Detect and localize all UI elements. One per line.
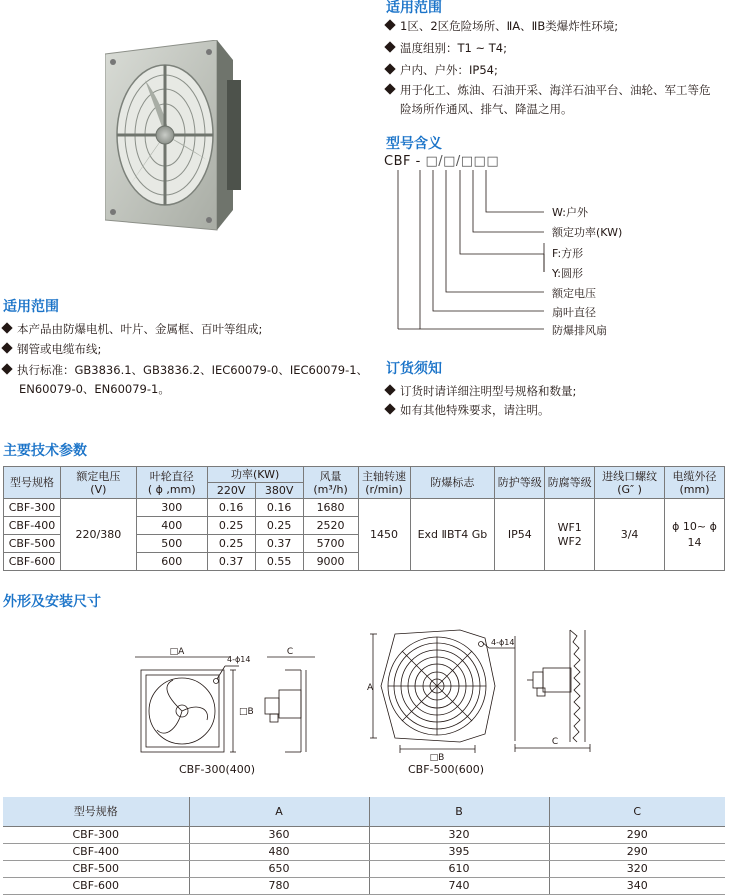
right-scope-item: 温度组别：T1 ~ T4; bbox=[386, 39, 507, 58]
cell-diameter: 400 bbox=[136, 517, 207, 535]
right-scope-item: 户内、户外：IP54; bbox=[386, 61, 498, 80]
diamond-bullet-icon bbox=[1, 363, 12, 374]
dim-label-b2: □B bbox=[429, 753, 445, 761]
right-scope-item: 1区、2区危险场所、ⅡA、ⅡB类爆炸性环境; bbox=[386, 17, 618, 36]
cell-ip: IP54 bbox=[495, 499, 545, 571]
model-code-diagram bbox=[384, 154, 684, 344]
diamond-bullet-icon bbox=[384, 403, 395, 414]
cell-dim-b: 395 bbox=[369, 843, 549, 860]
model-heading: 型号含义 bbox=[386, 136, 442, 152]
table-row bbox=[3, 877, 725, 894]
right-scope-item: 用于化工、炼油、石油开采、海洋石油平台、油轮、军工等危 bbox=[386, 81, 711, 100]
left-scope-item: 本产品由防爆电机、叶片、金属框、百叶等组成; bbox=[3, 320, 262, 339]
th-cable: 电缆外径 (mm) bbox=[665, 467, 725, 499]
table-row bbox=[4, 499, 725, 517]
dim-label-c2: C bbox=[551, 737, 559, 747]
dims-table bbox=[3, 797, 725, 895]
dim-label-hole: 4-ϕ14 bbox=[227, 655, 251, 664]
cell-exmark: Exd ⅡBT4 Gb bbox=[410, 499, 495, 571]
th-corrosion: 防腐等级 bbox=[545, 467, 595, 499]
cell-dim-c: 290 bbox=[549, 843, 725, 860]
cell-dim-a: 480 bbox=[189, 843, 369, 860]
right-scope-heading: 适用范围 bbox=[386, 0, 442, 16]
cell-p380: 0.55 bbox=[255, 553, 303, 571]
cell-dim-model: CBF-400 bbox=[3, 843, 189, 860]
spec-table bbox=[3, 466, 725, 571]
th-speed: 主轴转速 (r/min) bbox=[358, 467, 410, 499]
diamond-bullet-icon bbox=[384, 41, 395, 52]
model-label: 额定功率(KW) bbox=[552, 226, 623, 239]
diamond-bullet-icon bbox=[1, 322, 12, 333]
cell-dim-model: CBF-300 bbox=[3, 826, 189, 843]
left-scope-item: 钢管或电缆布线; bbox=[3, 340, 101, 359]
th-ip: 防护等级 bbox=[495, 467, 545, 499]
drawing-round-fan bbox=[365, 626, 605, 761]
cell-diameter: 300 bbox=[136, 499, 207, 517]
model-label: W:户外 bbox=[552, 206, 588, 219]
caption-2: CBF-500(600) bbox=[408, 763, 485, 776]
th-exmark: 防爆标志 bbox=[410, 467, 495, 499]
order-item: 订货时请详细注明型号规格和数量; bbox=[386, 382, 576, 401]
drawing-square-fan bbox=[135, 640, 345, 760]
cell-airflow: 5700 bbox=[303, 535, 358, 553]
caption-1: CBF-300(400) bbox=[179, 763, 256, 776]
cell-voltage: 220/380 bbox=[60, 499, 136, 571]
diamond-bullet-icon bbox=[1, 342, 12, 353]
cell-dim-a: 780 bbox=[189, 877, 369, 894]
model-label: Y:圆形 bbox=[552, 267, 583, 280]
diamond-bullet-icon bbox=[384, 63, 395, 74]
dims-heading: 外形及安装尺寸 bbox=[3, 594, 101, 610]
cell-dim-model: CBF-500 bbox=[3, 860, 189, 877]
model-label: 额定电压 bbox=[552, 287, 596, 300]
order-heading: 订货须知 bbox=[386, 361, 442, 377]
cell-dim-a: 360 bbox=[189, 826, 369, 843]
left-scope-item-cont: EN60079-0、EN60079-1。 bbox=[19, 382, 170, 396]
cell-model: CBF-500 bbox=[4, 535, 61, 553]
right-scope-item-cont: 险场所作通风、排气、降温之用。 bbox=[400, 102, 573, 116]
th-thread: 进线口螺纹 (G″ ) bbox=[595, 467, 665, 499]
th-p220: 220V bbox=[207, 483, 255, 499]
model-label: 防爆排风扇 bbox=[552, 324, 607, 337]
dim-label-a: □A bbox=[169, 647, 185, 657]
dim-label-a2: A bbox=[367, 683, 374, 693]
th-dim-c: C bbox=[549, 797, 725, 826]
cell-dim-c: 290 bbox=[549, 826, 725, 843]
th-dim-a: A bbox=[189, 797, 369, 826]
th-power: 功率(KW) bbox=[207, 467, 303, 483]
th-p380: 380V bbox=[255, 483, 303, 499]
cell-dim-c: 340 bbox=[549, 877, 725, 894]
cell-p380: 0.37 bbox=[255, 535, 303, 553]
th-voltage: 额定电压 (V) bbox=[60, 467, 136, 499]
cell-model: CBF-600 bbox=[4, 553, 61, 571]
cell-diameter: 500 bbox=[136, 535, 207, 553]
cell-p220: 0.25 bbox=[207, 535, 255, 553]
diamond-bullet-icon bbox=[384, 384, 395, 395]
left-scope-heading: 适用范围 bbox=[3, 299, 59, 315]
cell-diameter: 600 bbox=[136, 553, 207, 571]
dim-label-c: C bbox=[286, 647, 294, 657]
spec-heading: 主要技术参数 bbox=[3, 443, 87, 459]
cell-p220: 0.37 bbox=[207, 553, 255, 571]
dim-label-b: □B bbox=[239, 707, 254, 717]
cell-dim-b: 610 bbox=[369, 860, 549, 877]
dim-label-hole2: 4-ϕ14 bbox=[491, 638, 515, 647]
th-dim-model: 型号规格 bbox=[3, 797, 189, 826]
diamond-bullet-icon bbox=[384, 83, 395, 94]
product-photo bbox=[105, 40, 250, 235]
model-code: CBF - □/□/□□□ bbox=[384, 154, 500, 169]
cell-model: CBF-300 bbox=[4, 499, 61, 517]
th-diameter: 叶轮直径 ( ϕ ,mm) bbox=[136, 467, 207, 499]
order-item: 如有其他特殊要求，请注明。 bbox=[386, 401, 550, 420]
cell-dim-b: 740 bbox=[369, 877, 549, 894]
model-label: F:方形 bbox=[552, 247, 584, 260]
model-leader-lines bbox=[384, 154, 684, 344]
cell-p380: 0.16 bbox=[255, 499, 303, 517]
diamond-bullet-icon bbox=[384, 19, 395, 30]
table-row bbox=[3, 826, 725, 843]
cell-airflow: 1680 bbox=[303, 499, 358, 517]
table-row bbox=[3, 860, 725, 877]
cell-dim-model: CBF-600 bbox=[3, 877, 189, 894]
cell-dim-a: 650 bbox=[189, 860, 369, 877]
cell-model: CBF-400 bbox=[4, 517, 61, 535]
cell-dim-b: 320 bbox=[369, 826, 549, 843]
model-label: 扇叶直径 bbox=[552, 306, 596, 319]
cell-cable: ϕ 10~ ϕ 14 bbox=[665, 499, 725, 571]
cell-thread: 3/4 bbox=[595, 499, 665, 571]
cell-dim-c: 320 bbox=[549, 860, 725, 877]
cell-airflow: 2520 bbox=[303, 517, 358, 535]
cell-p220: 0.16 bbox=[207, 499, 255, 517]
th-dim-b: B bbox=[369, 797, 549, 826]
cell-airflow: 9000 bbox=[303, 553, 358, 571]
cell-p380: 0.25 bbox=[255, 517, 303, 535]
table-row bbox=[3, 843, 725, 860]
th-airflow: 风量 (m³/h) bbox=[303, 467, 358, 499]
cell-p220: 0.25 bbox=[207, 517, 255, 535]
cell-corrosion: WF1 WF2 bbox=[545, 499, 595, 571]
left-scope-item: 执行标准：GB3836.1、GB3836.2、IEC60079-0、IEC60079-1、 bbox=[3, 361, 368, 380]
cell-speed: 1450 bbox=[358, 499, 410, 571]
th-model: 型号规格 bbox=[4, 467, 61, 499]
